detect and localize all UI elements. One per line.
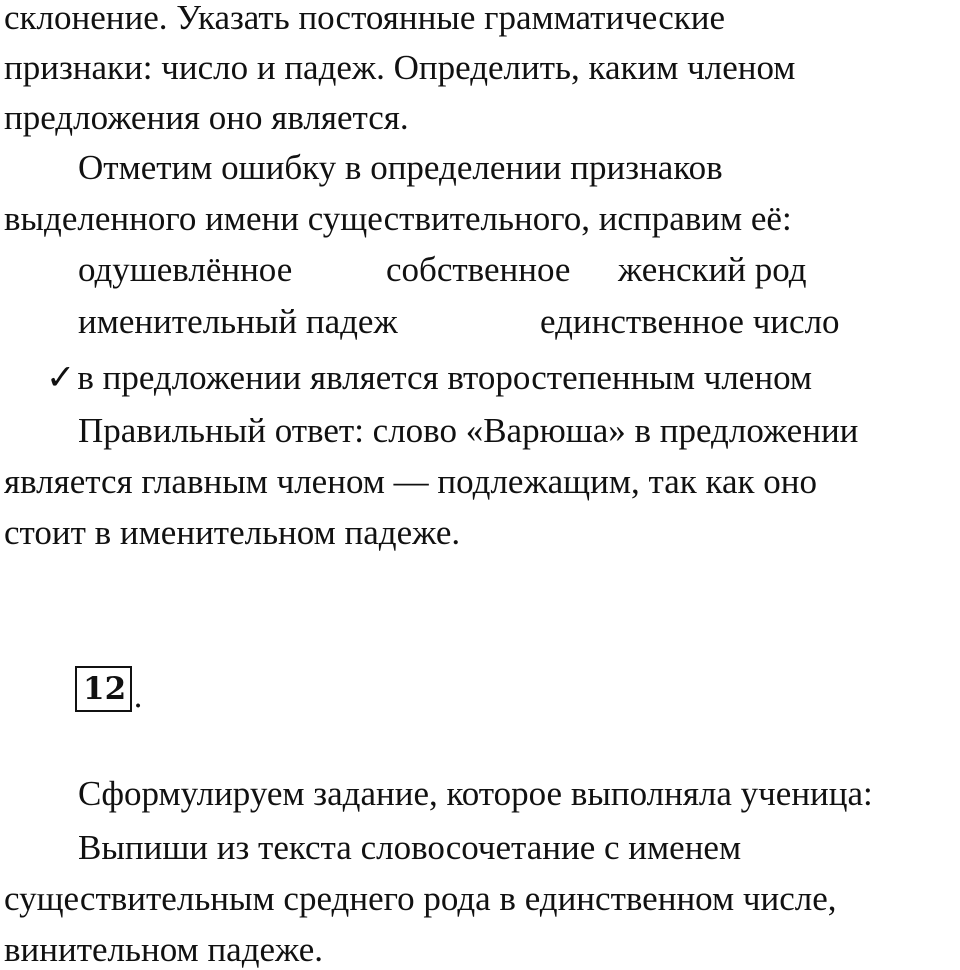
text-line: признаки: число и падеж. Определить, каким членом: [4, 48, 796, 87]
answer-line: Правильный ответ: слово «Варюша» в предложении: [78, 411, 859, 450]
text-line: выделенного имени существительного, исправим её:: [4, 199, 792, 238]
text-line: предложения оно является.: [4, 98, 409, 137]
task-number-badge: [75, 666, 143, 715]
task-number: 12: [75, 666, 132, 712]
checkmark-icon: ✓: [46, 358, 76, 397]
answer-line: стоит в именительном падеже.: [4, 513, 461, 552]
feature-gender: женский род: [618, 250, 807, 289]
task-line: существительным среднего рода в единственном числе,: [4, 879, 837, 918]
feature-number: единственное число: [540, 302, 840, 341]
text-line: склонение. Указать постоянные грамматические: [4, 0, 726, 37]
feature-role: в предложении является второстепенным членом: [77, 358, 813, 397]
task-line: Сформулируем задание, которое выполняла ученица:: [78, 774, 873, 813]
task-line: винительном падеже.: [4, 930, 324, 969]
text-line: Отметим ошибку в определении признаков: [78, 148, 723, 187]
feature-proper: собственное: [386, 250, 571, 289]
answer-line: является главным членом — подлежащим, так как оно: [4, 462, 818, 501]
task-line: Выпиши из текста словосочетание с именем: [78, 828, 742, 867]
task-number-dot: .: [133, 679, 143, 715]
feature-animate: одушевлённое: [78, 250, 293, 289]
feature-case: именительный падеж: [78, 302, 398, 341]
feature-role-line: [46, 358, 812, 398]
